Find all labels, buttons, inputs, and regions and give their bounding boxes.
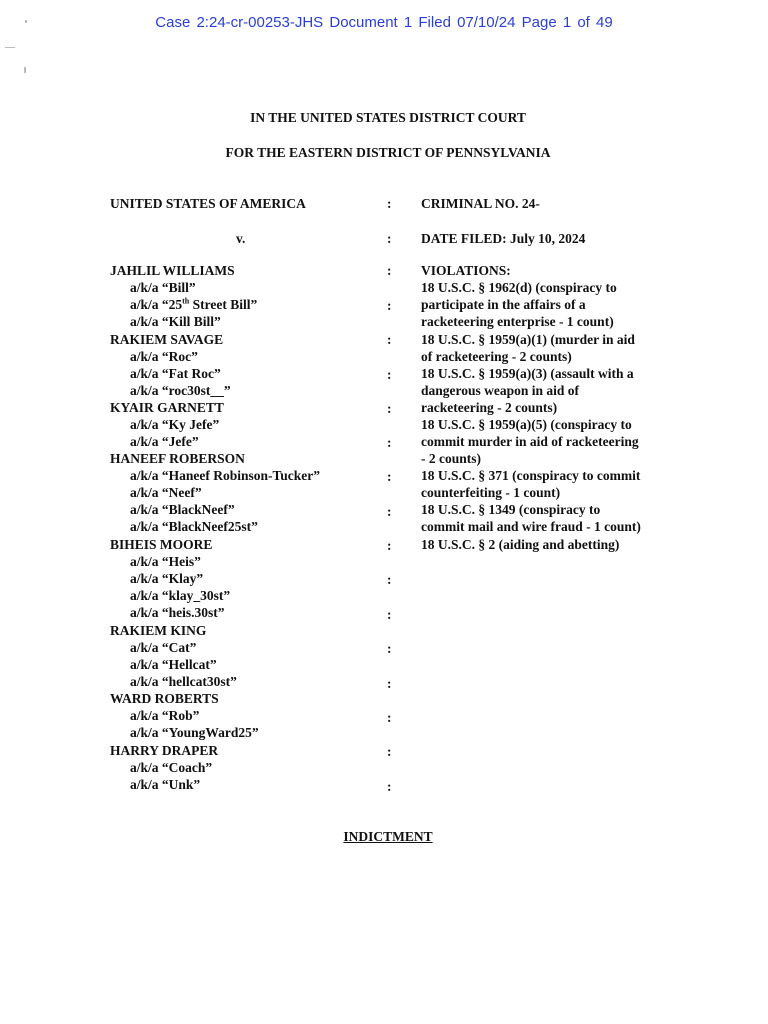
defendant-alias: a/k/a “Rob” — [130, 708, 200, 723]
violation-line: 18 U.S.C. § 371 (conspiracy to commit — [421, 468, 641, 483]
violation-line: 18 U.S.C. § 1959(a)(3) (assault with a — [421, 366, 634, 381]
defendant-alias: a/k/a “Coach” — [130, 760, 213, 775]
caption-colon: : — [387, 435, 392, 450]
caption-colon: : — [387, 572, 392, 587]
defendant-alias: a/k/a “Roc” — [130, 349, 198, 364]
violation-line: dangerous weapon in aid of — [421, 383, 580, 398]
court-district: FOR THE EASTERN DISTRICT OF PENNSYLVANIA — [225, 145, 551, 160]
defendant-name: JAHLIL WILLIAMS — [110, 263, 235, 278]
document-title: INDICTMENT — [343, 829, 433, 844]
violation-line: racketeering - 2 counts) — [421, 400, 558, 415]
scan-speck — [5, 47, 15, 48]
court-name: IN THE UNITED STATES DISTRICT COURT — [250, 110, 526, 125]
defendant-alias: a/k/a “Cat” — [130, 640, 197, 655]
defendant-name: WARD ROBERTS — [110, 691, 219, 706]
defendant-name: RAKIEM KING — [110, 623, 207, 638]
defendant-alias: a/k/a “YoungWard25” — [130, 725, 259, 740]
defendant-alias: a/k/a “Kill Bill” — [130, 314, 221, 329]
defendant-alias: a/k/a “Ky Jefe” — [130, 417, 220, 432]
defendant-alias: a/k/a “Haneef Robinson-Tucker” — [130, 468, 321, 483]
defendant-alias: a/k/a “Klay” — [130, 571, 204, 586]
defendant-alias: a/k/a “25th Street Bill” — [130, 296, 258, 312]
caption-colon: : — [387, 641, 392, 656]
violation-line: commit mail and wire fraud - 1 count) — [421, 519, 641, 534]
defendant-alias: a/k/a “roc30st__” — [130, 383, 231, 398]
violation-line: 18 U.S.C. § 1959(a)(5) (conspiracy to — [421, 417, 632, 432]
caption-colon: : — [387, 231, 392, 246]
defendant-name: BIHEIS MOORE — [110, 537, 213, 552]
caption-colon: : — [387, 607, 392, 622]
violations-heading: VIOLATIONS: — [421, 263, 511, 278]
violation-line: - 2 counts) — [421, 451, 481, 466]
defendant-name: RAKIEM SAVAGE — [110, 332, 224, 347]
criminal-number: CRIMINAL NO. 24- — [421, 196, 540, 211]
defendant-alias: a/k/a “Heis” — [130, 554, 201, 569]
caption-colon: : — [387, 710, 392, 725]
caption-colon: : — [387, 401, 392, 416]
defendant-alias: a/k/a “BlackNeef” — [130, 502, 235, 517]
caption-colon: : — [387, 779, 392, 794]
defendant-alias: a/k/a “Unk” — [130, 777, 201, 792]
defendant-alias: a/k/a “heis.30st” — [130, 605, 225, 620]
caption-colon: : — [387, 504, 392, 519]
defendant-alias: a/k/a “Bill” — [130, 280, 196, 295]
caption-colon: : — [387, 332, 392, 347]
violation-line: counterfeiting - 1 count) — [421, 485, 561, 500]
defendant-alias: a/k/a “klay_30st” — [130, 588, 231, 603]
violation-line: 18 U.S.C. § 1959(a)(1) (murder in aid — [421, 332, 635, 347]
defendant-name: HARRY DRAPER — [110, 743, 219, 758]
defendant-alias: a/k/a “Jefe” — [130, 434, 199, 449]
defendant-alias: a/k/a “Hellcat” — [130, 657, 217, 672]
caption-colon: : — [387, 676, 392, 691]
plaintiff: UNITED STATES OF AMERICA — [110, 196, 306, 211]
filing-stamp: Case 2:24-cr-00253-JHS Document 1 Filed 07/10/24 Page 1 of 49 — [155, 14, 613, 31]
defendant-alias: a/k/a “Neef” — [130, 485, 202, 500]
violation-line: commit murder in aid of racketeering — [421, 434, 639, 449]
scan-speck — [24, 67, 26, 73]
caption-colon: : — [387, 367, 392, 382]
defendant-alias: a/k/a “Fat Roc” — [130, 366, 221, 381]
caption-colon: : — [387, 469, 392, 484]
caption-colon: : — [387, 538, 392, 553]
caption-colon: : — [387, 196, 392, 211]
defendant-alias: a/k/a “BlackNeef25st” — [130, 519, 258, 534]
violation-line: racketeering enterprise - 1 count) — [421, 314, 614, 329]
caption-colon: : — [387, 263, 392, 278]
defendant-alias: a/k/a “hellcat30st” — [130, 674, 237, 689]
date-filed: DATE FILED: July 10, 2024 — [421, 231, 586, 246]
violation-line: 18 U.S.C. § 1349 (conspiracy to — [421, 502, 601, 517]
violation-line: of racketeering - 2 counts) — [421, 349, 572, 364]
defendant-name: KYAIR GARNETT — [110, 400, 224, 415]
violation-line: participate in the affairs of a — [421, 297, 586, 312]
caption-colon: : — [387, 298, 392, 313]
defendant-name: HANEEF ROBERSON — [110, 451, 245, 466]
violation-line: 18 U.S.C. § 1962(d) (conspiracy to — [421, 280, 617, 295]
caption-colon: : — [387, 744, 392, 759]
violation-line: 18 U.S.C. § 2 (aiding and abetting) — [421, 537, 620, 552]
versus: v. — [236, 231, 246, 246]
